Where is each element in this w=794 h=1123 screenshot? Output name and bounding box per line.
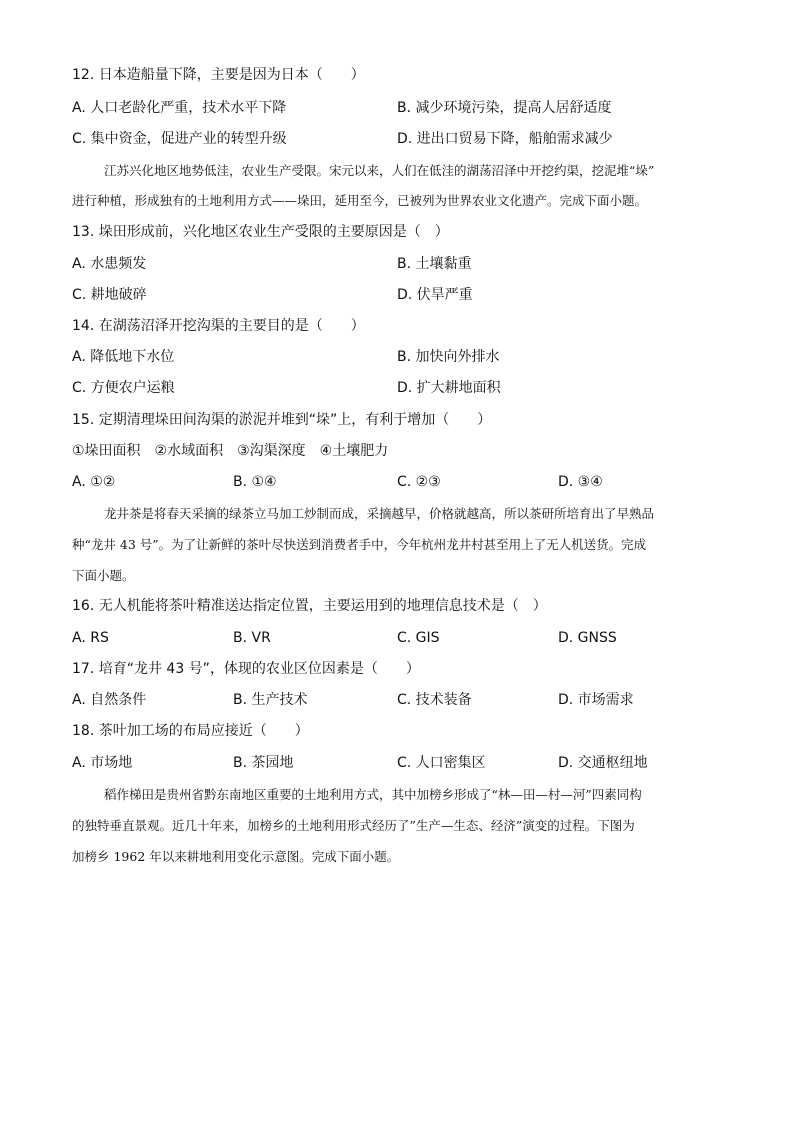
question-18-stem: 18. 茶叶加工场的布局应接近（ ）: [72, 723, 309, 739]
question-13-option-d[interactable]: D. 伏旱严重: [397, 287, 473, 303]
question-12-option-d[interactable]: D. 进出口贸易下降，船舶需求减少: [397, 131, 613, 147]
question-17-option-d[interactable]: D. 市场需求: [558, 692, 634, 708]
question-13-option-c[interactable]: C. 耕地破碎: [72, 287, 147, 303]
question-15-stem: 15. 定期清理垛田间沟渠的淤泥并堆到“垛”上，有利于增加（ ）: [72, 412, 492, 428]
question-12-stem: 12. 日本造船量下降，主要是因为日本（ ）: [72, 67, 365, 83]
passage-2-line-3: 下面小题。: [72, 568, 135, 583]
question-18-option-a[interactable]: A. 市场地: [72, 755, 133, 771]
question-15-option-b[interactable]: B. ①④: [233, 474, 277, 490]
question-16-option-d[interactable]: D. GNSS: [558, 630, 617, 646]
passage-2-line-1: 龙井茶是将春天采摘的绿茶立马加工炒制而成，采摘越早，价格就越高，所以茶研所培育出了早熟品: [104, 506, 655, 521]
question-14-option-d[interactable]: D. 扩大耕地面积: [397, 380, 501, 396]
question-16-option-b[interactable]: B. VR: [233, 630, 271, 646]
question-14-option-b[interactable]: B. 加快向外排水: [397, 349, 500, 365]
question-15-option-d[interactable]: D. ③④: [558, 474, 603, 490]
question-17-option-a[interactable]: A. 自然条件: [72, 692, 147, 708]
passage-2-line-2: 种“龙井 43 号”。为了让新鲜的茶叶尽快送到消费者手中，今年杭州龙井村甚至用上了无人机送货。完成: [72, 537, 647, 552]
passage-3-line-1: 稻作梯田是贵州省黔东南地区重要的土地利用方式，其中加榜乡形成了“林—田—村—河”四素同构: [104, 787, 642, 802]
question-17-stem: 17. 培育“龙井 43 号”，体现的农业区位因素是（ ）: [72, 661, 420, 677]
question-12-option-c[interactable]: C. 集中资金，促进产业的转型升级: [72, 131, 287, 147]
question-13-option-a[interactable]: A. 水患频发: [72, 256, 147, 272]
question-18-option-d[interactable]: D. 交通枢纽地: [558, 755, 648, 771]
passage-1-line-1: 江苏兴化地区地势低洼，农业生产受限。宋元以来，人们在低洼的湖荡沼泽中开挖约渠，挖泥堆“垛”: [104, 163, 655, 178]
question-17-option-c[interactable]: C. 技术装备: [397, 692, 472, 708]
question-16-option-a[interactable]: A. RS: [72, 630, 109, 646]
question-17-option-b[interactable]: B. 生产技术: [233, 692, 308, 708]
question-12-option-b[interactable]: B. 减少环境污染，提高人居舒适度: [397, 100, 612, 116]
question-14-option-c[interactable]: C. 方便农户运粮: [72, 380, 175, 396]
question-13-stem: 13. 垛田形成前，兴化地区农业生产受限的主要原因是（ ）: [72, 224, 449, 240]
question-16-stem: 16. 无人机能将茶叶精准送达指定位置，主要运用到的地理信息技术是（ ）: [72, 598, 547, 614]
question-18-option-b[interactable]: B. 茶园地: [233, 755, 294, 771]
question-12-option-a[interactable]: A. 人口老龄化严重，技术水平下降: [72, 100, 287, 116]
passage-3-line-3: 加榜乡 1962 年以来耕地利用变化示意图。完成下面小题。: [72, 849, 400, 864]
passage-1-line-2: 进行种植，形成独有的土地利用方式——垛田，延用至今，已被列为世界农业文化遗产。完成下面小题。: [72, 193, 648, 208]
question-14-stem: 14. 在湖荡沼泽开挖沟渠的主要目的是（ ）: [72, 318, 365, 334]
question-15-option-a[interactable]: A. ①②: [72, 474, 116, 490]
question-14-option-a[interactable]: A. 降低地下水位: [72, 349, 175, 365]
question-15-option-c[interactable]: C. ②③: [397, 474, 441, 490]
passage-3-line-2: 的独特垂直景观。近几十年来，加榜乡的土地利用形式经历了”生产—生态、经济”演变的过程。下图为: [72, 818, 635, 833]
question-18-option-c[interactable]: C. 人口密集区: [397, 755, 486, 771]
question-13-option-b[interactable]: B. 土壤黏重: [397, 256, 472, 272]
question-16-option-c[interactable]: C. GIS: [397, 630, 440, 646]
question-15-items: ①垛田面积 ②水域面积 ③沟渠深度 ④土壤肥力: [72, 443, 389, 459]
